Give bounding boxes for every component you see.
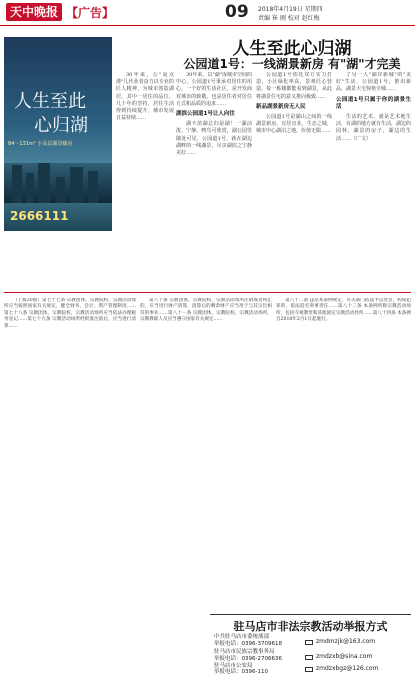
notice-text: 第八十条 宗教团体、宗教院校、宗教活动场所注销或者终止的，应当进行财产清算，清算后的剩余财产应当用于与其宗旨相符的事业……第八十一条 宗教团体、宗教院校、宗教活动场所、宗教教职人员应当遵守国家有关规定…… <box>140 298 272 323</box>
section-divider <box>4 292 411 293</box>
report-org: 驻马店市民族宗教事务局 <box>214 649 275 655</box>
article-text: 公园道1号依托双方实力打造，小区绿化率高、景观匠心营造，每一栋楼都能看到湖景，从此将湖景住宅的意义推向极致…… <box>256 72 332 100</box>
mail-icon <box>305 667 313 672</box>
date-line: 2018年4月19日 星期四 <box>258 6 323 13</box>
headline: 人生至此心归湖 <box>232 39 352 59</box>
notice-column-left <box>4 298 136 672</box>
article-column-2 <box>176 72 252 288</box>
notice-text: （上接20版）第七十七条 宗教团体、宗教院校、宗教活动场所应当按照国家有关规定，健全财务、会计、资产管理制度……第七十八条 宗教团体、宗教院校、宗教活动场所应当依法办理税务登记……第七十九条 宗教活动场所经批准注销后，应当进行清算…… <box>4 298 136 329</box>
article-text: 生活的艺术，就是艺术地生活，有湖的地方就有生活，湖边的园林，湖景的房子，湖边的生活……（广文） <box>336 114 411 142</box>
article-column-4 <box>336 72 411 288</box>
building-silhouette <box>4 163 112 203</box>
article-text: 了另一人"湖岸新城"的"美好"生活，公园道1号，推出新品，湖景大宅惊艳全城…… <box>336 72 411 93</box>
article-text: 公园道1号是湖山之间的一线湖景新房，宜居宜业，生态之城，城市中心湖泊之地，价值无限…… <box>256 114 332 135</box>
report-phone: 举报电话：0396-110 <box>214 669 268 675</box>
report-phone: 举报电话：0396-2706636 <box>214 656 282 662</box>
editor-line: 责编 崔 刚 校对 赵红梅 <box>258 15 320 22</box>
notice-text: 第八十二条 违反本条例规定，有关部门依法予以处罚，构成犯罪的，依法追究刑事责任……第八十三条 本条例所称宗教活动场所，包括寺观教堂和其他固定宗教活动处所……第八十四条 本条例自2018年2月1日起施行。 <box>276 298 411 323</box>
article-text: 30年来，公"夏点港"几代业者奋力以专业的匠人精神，为城市创造湖居，其中一居住的品位、几十年的坚持，居住生活得到持续提升，城市发展日益持续…… <box>116 72 174 122</box>
poster-phone: 2666111 <box>10 209 69 223</box>
article-text: 30年来，以"湖"成城市空间的中心，公园道1号秉承对居住的用心，一个好的生活社区，是开发商对城市的致敬，也是居住者对居住方式和品质的追求…… <box>176 72 252 107</box>
report-box <box>210 614 411 675</box>
masthead <box>0 0 415 26</box>
poster-title-1: 人生至此 <box>14 91 86 112</box>
report-title: 驻马店市非法宗教活动举报方式 <box>233 620 388 633</box>
article-column-3 <box>256 72 332 288</box>
report-org: 中共驻马店市委统战部 <box>214 634 270 640</box>
report-email[interactable]: zmdzxbgz@126.com <box>316 665 379 672</box>
poster-area-text: 84～131m² 小高层湖景瞰房 <box>8 141 73 147</box>
section-label: 【广告】 <box>66 6 115 20</box>
subheadline: 公园道1号：一线湖景新房 有"湖"才完美 <box>183 57 401 71</box>
article-subheading: 公园道1号只属于你的湖景生活 <box>336 96 411 110</box>
article-column-1 <box>116 72 174 288</box>
page-number: 09 <box>225 2 249 22</box>
mail-icon <box>305 640 313 645</box>
notice-column-right <box>276 298 411 610</box>
mail-icon <box>305 655 313 660</box>
report-org: 驻马店市公安局 <box>214 663 253 669</box>
report-email[interactable]: zmdzxb@sina.com <box>316 653 373 660</box>
article-text: 湖不滨湖总归是湖！一湖活泼，宁静、鸭鸟可欣赏，湖公园里随处可见，公园道1号，就在湖边湖畔的一线湖景，尽享湖滨之宁静美好…… <box>176 121 252 157</box>
report-email[interactable]: zmdmzjk@163.com <box>316 638 376 645</box>
newspaper-logo: 天中晚报 <box>6 3 62 21</box>
article-subheading: 新品湖景新房无人民 <box>256 103 306 110</box>
article-subheading: 湖滨公园道1号让人向往 <box>176 111 235 118</box>
ad-poster-image <box>4 37 112 231</box>
poster-title-2: 心归湖 <box>34 115 88 136</box>
report-phone: 举报电话：0396-3709618 <box>214 641 282 647</box>
